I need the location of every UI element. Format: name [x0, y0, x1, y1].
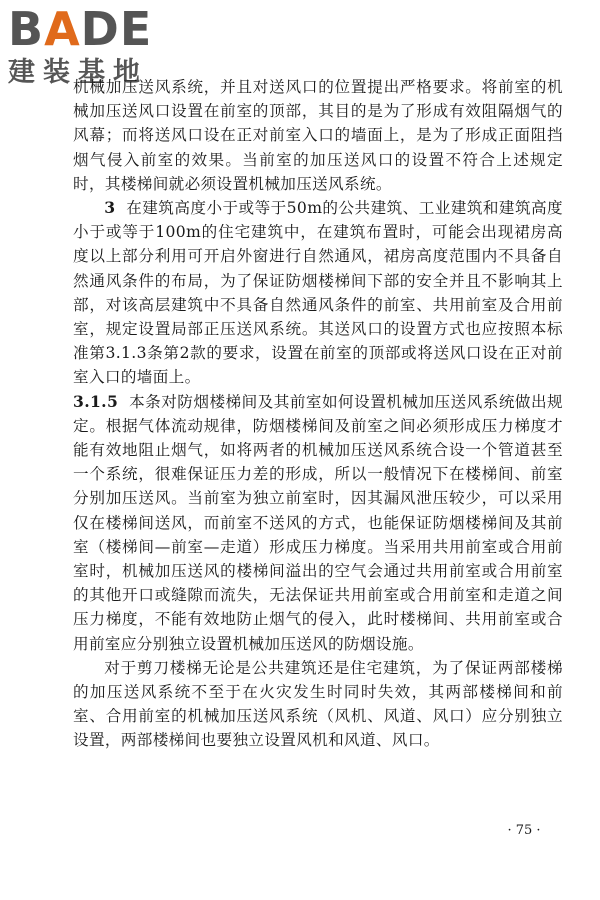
paragraph-item-3: 3 在建筑高度小于或等于50m的公共建筑、工业建筑和建筑高度小于或等于100m的住宅建筑中，在建筑布置时，可能会出现裙房高度以上部分利用可开启外窗进行自然通风，裙房高度范围内不具备自然通风条件的布局，为了保证防烟楼梯间下部的安全并且不影响其上部，对该高层建筑中不具备自然通风条件的前室、共用前室及合用前室，规定设置局部正压送风系统。其送风口的设置方式也应按照本标准第3.1.3条第2款的要求，设置在前室的顶部或将送风口设在正对前室入口的墙面上。 [73, 198, 563, 387]
clause-number: 3.1.5 [73, 391, 119, 411]
paragraph-continuation: 机械加压送风系统，并且对送风口的位置提出严格要求。将前室的机械加压送风口设置在前室的顶部，其目的是为了形成有效阻隔烟气的风幕；而将送风口设在正对前室入口的墙面上，是为了形成正面阻挡烟气侵入前室的效果。当前室的加压送风口的设置不符合上述规定时，其楼梯间就必须设置机械加压送风系统。 [73, 78, 563, 193]
paragraph-scissor-stairs: 对于剪刀楼梯无论是公共建筑还是住宅建筑，为了保证两部楼梯的加压送风系统不至于在火灾发生时同时失效，其两部楼梯间和前室、合用前室的机械加压送风系统（风机、风道、风口）应分别独立设置，两部楼梯间也要独立设置风机和风道、风口。 [73, 658, 563, 750]
item-number: 3 [104, 198, 116, 218]
logo-brand: BADE [8, 2, 153, 56]
logo-subtitle: 建装基地 [8, 57, 148, 88]
page-number: · 75 · [507, 823, 541, 838]
logo-accent-letter: A [44, 2, 81, 56]
paragraph-clause-3-1-5: 3.1.5 本条对防烟楼梯间及其前室如何设置机械加压送风系统做出规定。根据气体流动规律，防烟楼梯间及前室之间必须形成压力梯度才能有效地阻止烟气，如将两者的机械加压送风系统合设一个管道甚至一个系统，很难保证压力差的形成，所以一般情况下在楼梯间、前室分别加压送风。当前室为独立前室时，因其漏风泄压较少，可以采用仅在楼梯间送风，而前室不送风的方式，也能保证防烟楼梯间及其前室（楼梯间—前室—走道）形成压力梯度。当采用共用前室或合用前室时，机械加压送风的楼梯间溢出的空气会通过共用前室或合用前室的其他开口或缝隙而流失，无法保证共用前室或合用前室和走道之间压力梯度，不能有效地防止烟气的侵入，此时楼梯间、共用前室或合用前室应分别独立设置机械加压送风的防烟设施。 [73, 391, 563, 653]
page-body [73, 75, 563, 753]
